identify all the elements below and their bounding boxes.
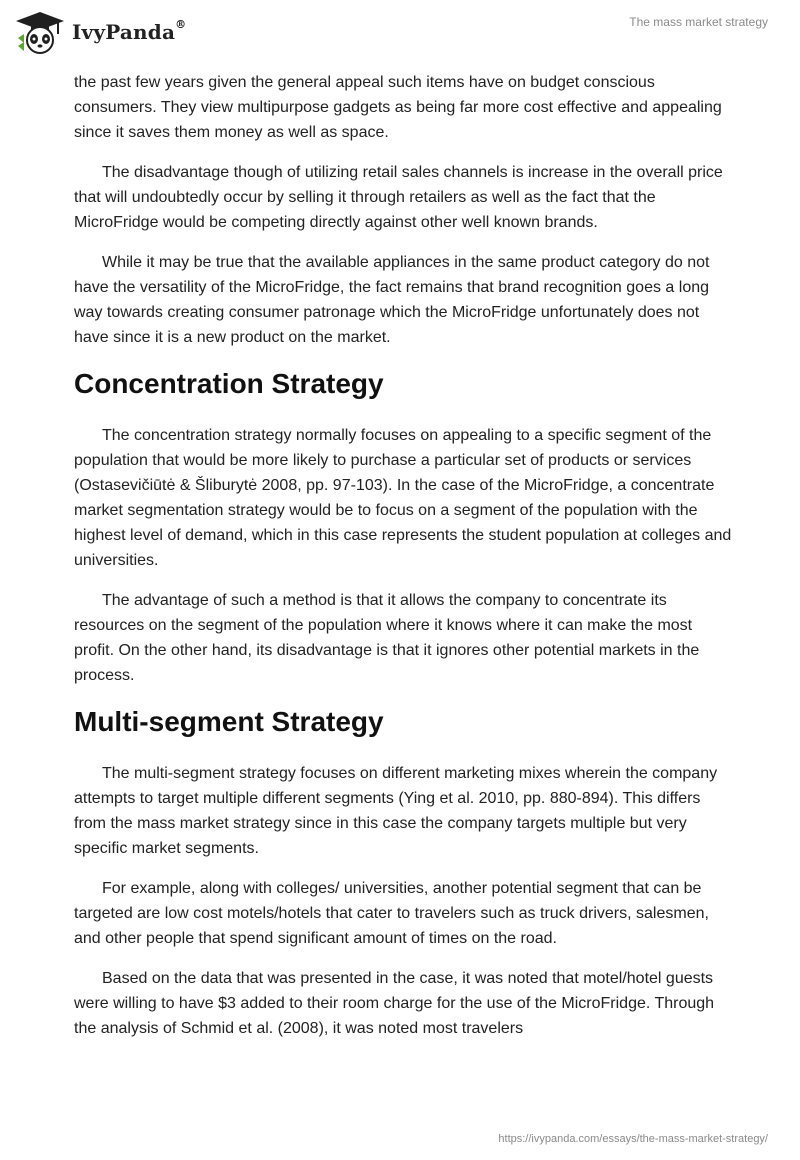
paragraph: While it may be true that the available appliances in the same product category do not have the versatility of the MicroFridge, the fact remains that brand recognition goes a long way towards creating consumer patronage which the MicroFridge unfortunately does not have since it is a new product on the market. (74, 254, 710, 346)
paragraph: The advantage of such a method is that it allows the company to concentrate its resources on the segment of the population where it knows where it can make the most profit. On the other hand, its disadvantage is that it ignores other potential markets in the process. (74, 592, 700, 684)
page-title: The mass market strategy (629, 15, 768, 29)
ivypanda-logo[interactable] (14, 10, 186, 54)
section-heading-multi-segment: Multi-segment Strategy (74, 706, 384, 737)
section-heading-concentration: Concentration Strategy (74, 368, 384, 399)
logo-text: IvyPanda® (72, 18, 187, 44)
paragraph: For example, along with colleges/ universities, another potential segment that can be targeted are low cost motels/hotels that cater to travelers such as truck drivers, salesmen, and other people that spend significant amount of times on the road. (74, 880, 709, 947)
essay-content (74, 70, 734, 1056)
footer-url[interactable]: https://ivypanda.com/essays/the-mass-market-strategy/ (498, 1133, 768, 1145)
page-header (0, 0, 800, 70)
paragraph: the past few years given the general appeal such items have on budget conscious consumers. They view multipurpose gadgets as being far more cost effective and appealing since it saves them money as well as space. (74, 74, 722, 141)
paragraph: The disadvantage though of utilizing retail sales channels is increase in the overall price that will undoubtedly occur by selling it through retailers as well as the fact that the MicroFridge would be competing directly against other well known brands. (74, 164, 723, 231)
paragraph: The concentration strategy normally focuses on appealing to a specific segment of the population that would be more likely to purchase a particular set of products or services (Ostasevičiūtė & Šliburytė 2008, pp. 97-103). In the case of the MicroFridge, a concentrate market segmentation strategy would be to focus on a segment of the population with the highest level of demand, which in this case represents the student population at colleges and universities. (74, 427, 732, 569)
paragraph: Based on the data that was presented in the case, it was noted that motel/hotel guests were willing to have $3 added to their room charge for the use of the MicroFridge. Through the analysis of Schmid et al. (2008), it was noted most travelers (74, 970, 715, 1037)
panda-graduate-icon (14, 10, 66, 54)
paragraph: The multi-segment strategy focuses on different marketing mixes wherein the company attempts to target multiple different segments (Ying et al. 2010, pp. 880-894). This differs from the mass market strategy since in this case the company targets multiple but very specific market segments. (74, 765, 718, 857)
